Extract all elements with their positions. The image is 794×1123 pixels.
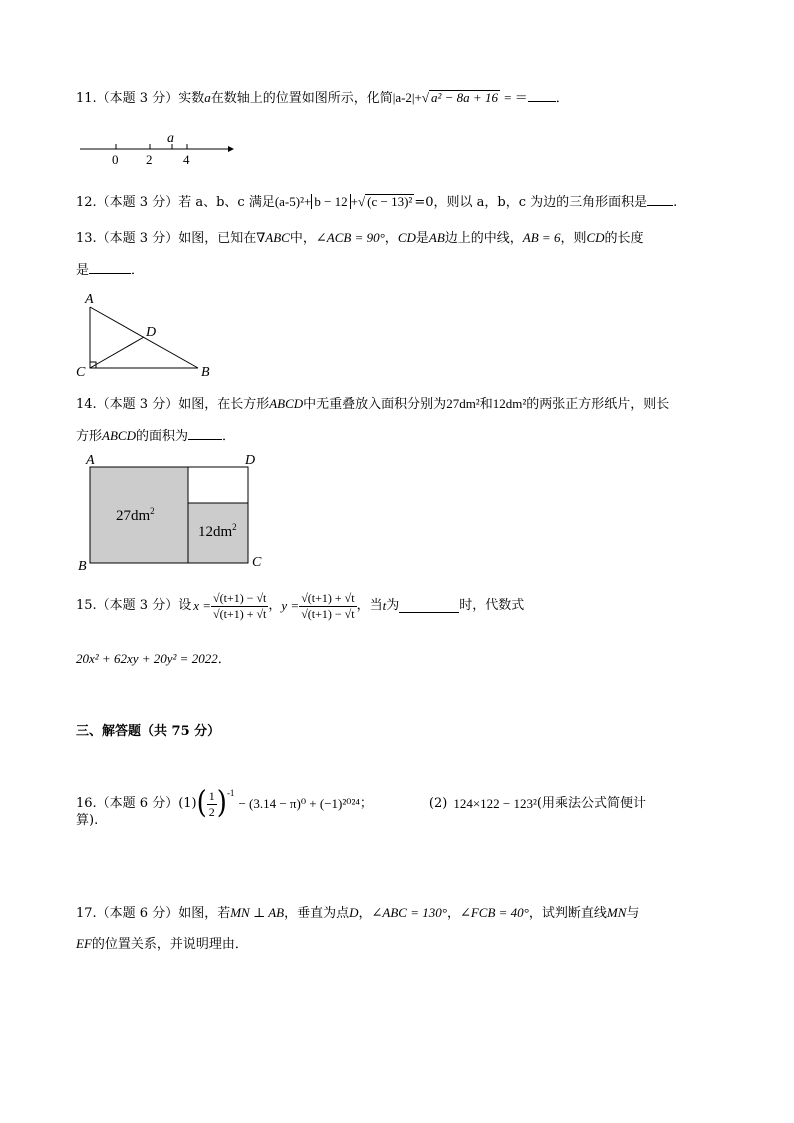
q13-line2 [76,261,144,279]
q13-answer-blank[interactable] [89,261,131,274]
q15-equation: 20x² + 62xy + 20y² = 2022 [76,651,218,666]
q16-exp: -1 [226,788,235,798]
q15-t2: 为 [386,598,400,614]
q17-t3: ， [446,906,460,921]
q15-y-frac: $\frac{√(t+1) + √t}{√(t+1) - √t}$ [301,591,355,621]
q15-t: t [382,598,387,614]
q14-big-square-label: $27dm^2$ [116,506,155,524]
q14-label-a: A [86,453,95,468]
q17-line1 [76,905,639,922]
q17-mn: MN [606,905,627,920]
q16-prefix: 16.（本题 6 分）(1) [76,796,197,812]
q11-tail: = ＝ [504,90,528,105]
q11-text: 11.（本题 3 分）实数a在数轴上的位置如图所示，化简|a-2|+√ a² − 8a + 16 = ＝ ． [76,90,569,106]
q15-t1: ，当 [356,598,383,614]
q11-prefix: 11.（本题 3 分）实数 [76,91,205,106]
q13-label-b: B [201,365,210,380]
q17-ef: EF [76,936,92,951]
q11-expr: |a-2|+ [392,90,422,105]
q14-a: 14.（本题 3 分）如图，在长方形 [76,397,270,412]
numberline-point-a: a [167,131,174,146]
q14-v1: 27dm² [446,396,480,411]
q13-t2: ， [384,231,398,246]
q14-label-c: C [252,555,262,570]
q13-angle: ∠ACB = 90° [315,230,385,245]
q13-label-c: C [76,365,86,380]
q16-rest: − (3.14 − π)⁰ + (−1)²⁰²⁴ [238,796,360,812]
q14-line2-b: 的面积为 [135,429,188,444]
q17-ang2: ∠FCB = 40° [459,905,529,920]
q15-t3: 时，代数式 [459,598,525,614]
q13-end: ． [131,263,145,278]
q15-prefix: 15.（本题 3 分）设 [76,598,192,614]
q15-answer-blank[interactable] [399,600,459,613]
q13-line2-prefix: 是 [76,263,90,278]
q12-plus: + [350,194,359,209]
q11-var: a [204,90,211,105]
q17-t1: ，垂直为点 [284,906,350,921]
q17-line2-rest: 的位置关系，并说明理由． [91,937,248,952]
q16-semi: ； [359,796,373,812]
q15-line2 [76,651,231,668]
q11-sqrt: a² − 8a + 16 [431,90,498,105]
q12-mid: =0，则以 a，b，c 为边的三角形面积是 [414,195,648,210]
q14-and: 和 [479,397,493,412]
q17-t5: 与 [626,906,640,921]
q12-sqrt: (c − 13)² [367,194,413,209]
q14-c: 的两张正方形纸片，则长 [526,397,670,412]
section-title: 三、解答题（共 75 分） [76,724,221,739]
q12-end: . [673,195,678,210]
q14-v2: 12dm² [492,396,527,411]
q13-triangle: ∇ABC [256,230,290,245]
q16-line2: 算). [76,813,99,828]
q13-t6: 的长度 [604,231,644,246]
numberline-label-4: 4 [183,152,190,167]
q12-prefix: 12.（本题 3 分）若 a、b、c 满足 [76,195,275,210]
q11-answer-blank[interactable] [528,89,556,102]
q13-figure [74,290,224,382]
q17-d: D [349,905,359,920]
q13-line1 [76,230,644,247]
q13-cd: CD [397,230,416,245]
q13-label-a: A [85,292,94,307]
q13-eq: AB = 6 [522,230,561,245]
q16-expr2: 124×122 − 123² [453,796,537,812]
numberline-label-2: 2 [146,152,153,167]
q16-part2: (2) [428,796,448,812]
q14-label-b: B [78,559,87,574]
q14-b: 中无重叠放入面积分别为 [303,397,447,412]
q17-t4: ，试判断直线 [528,906,607,921]
q13-label-d: D [146,325,157,340]
q12-answer-blank[interactable] [647,193,673,206]
q15-comma: ， [268,598,282,614]
q17-mn-ab: MN ⊥ AB [230,905,285,920]
q12-abs: b − 12 [311,194,350,209]
q14-line1 [76,396,669,413]
q13-ab: AB [428,230,445,245]
q16-line1: 16.（本题 6 分）(1) ( $\frac{1}{2}$ ) -1 − (3.14 − π)⁰ + (−1)²⁰²⁴ ； (2) 124×122 − 123² (用乘法公式简便计 [76,785,646,822]
q13-t4: 边上的中线， [444,231,523,246]
q14-abcd: ABCD [269,396,304,411]
q14-end: ． [221,429,235,444]
q17-t2: ， [358,906,372,921]
q12-text: 12.（本题 3 分）若 a、b、c 满足(a-5)²+ b − 12 +√ (c − 13)² =0，则以 a，b，c 为边的三角形面积是 . [76,194,678,210]
q12-expr1: (a-5)²+ [274,194,312,209]
q17-prefix: 17.（本题 6 分）如图，若 [76,906,231,921]
q14-answer-blank[interactable] [188,427,222,440]
q11-numberline [76,128,236,168]
q11-text-body: 在数轴上的位置如图所示，化简 [210,91,393,106]
q17-ang1: ∠ABC = 130° [371,905,447,920]
numberline-label-0: 0 [112,152,119,167]
q13-t5: ，则 [560,231,587,246]
q14-line2-a: 方形 [76,429,103,444]
q15-end2: ． [217,652,231,667]
q15-y-eq: y = [281,598,300,614]
q14-abcd2: ABCD [102,428,136,443]
q13-zhong: 中， [289,231,316,246]
q14-label-d: D [245,453,256,468]
q13-t3: 是 [415,231,429,246]
q15-line1 [76,586,524,626]
q13-prefix: 13.（本题 3 分）如图，已知在 [76,231,257,246]
q17-line2 [76,936,248,953]
q16-tail: (用乘法公式简便计 [536,796,646,812]
q15-x-frac: $\frac{√(t+1) - √t}{√(t+1) + √t}$ [213,591,267,621]
q14-small-square-label: $12dm^2$ [198,522,237,540]
q11-end: ． [555,91,569,106]
q15-x-eq: x = [193,598,212,614]
q16-half: $\frac{1}{2}$ [208,789,215,819]
q14-line2 [76,427,235,445]
q14-figure [74,450,274,575]
q13-cd2: CD [586,230,605,245]
